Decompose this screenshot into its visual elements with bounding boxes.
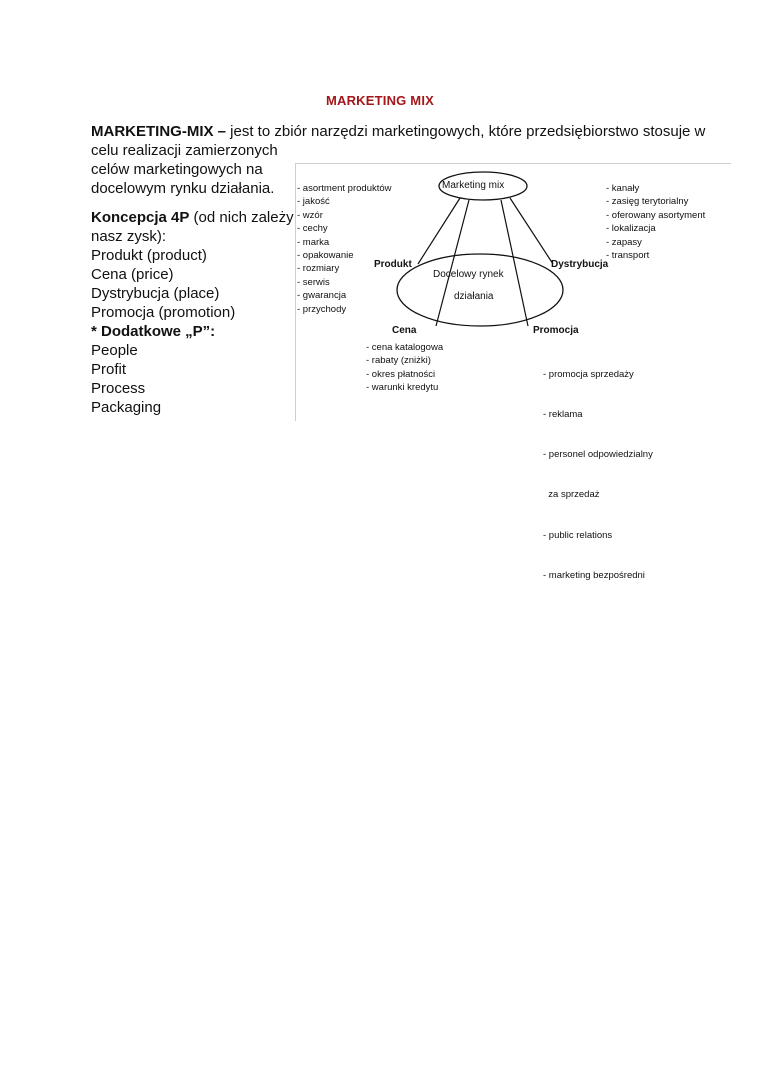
marketing-mix-label: Marketing mix <box>442 180 505 191</box>
produkt-list <box>297 182 392 316</box>
produkt-list-item: - jakość <box>297 196 330 208</box>
concept-item: Cena (price) <box>91 266 174 283</box>
line-to-produkt <box>418 198 460 264</box>
concept-heading-line <box>91 208 294 227</box>
concept-item: Promocja (promotion) <box>91 304 236 321</box>
produkt-list-item: - rozmiary <box>297 263 340 275</box>
dystrybucja-list-item: - kanały <box>606 183 640 194</box>
extra-p-heading: * Dodatkowe „P”: <box>91 323 216 340</box>
concept-item: Dystrybucja (place) <box>91 285 220 302</box>
dystrybucja-label: Dystrybucja <box>551 259 609 270</box>
dystrybucja-list-item: - transport <box>606 250 650 262</box>
concept-heading-note: (od nich zależy <box>189 209 294 226</box>
produkt-list-item: - marka <box>297 236 330 248</box>
intro-line-4: docelowym rynku działania. <box>91 180 275 197</box>
extra-p-item: Packaging <box>91 399 162 416</box>
marketing-mix-diagram <box>295 163 731 581</box>
produkt-label: Produkt <box>374 259 412 270</box>
intro-line-2: celu realizacji zamierzonych <box>91 142 278 159</box>
produkt-list-item: - cechy <box>297 223 328 235</box>
intro-definition: jest to zbiór narzędzi marketingowych, które przedsiębiorstwo stosuje w <box>226 123 706 140</box>
produkt-list-item: - serwis <box>297 276 330 288</box>
promocja-label: Promocja <box>533 325 579 336</box>
intro-line-3: celów marketingowych na <box>91 161 263 178</box>
target-market-label: Docelowy rynek <box>433 269 504 280</box>
dystrybucja-list-item: - zasięg terytorialny <box>606 196 689 208</box>
intro-line-1 <box>91 122 706 141</box>
dystrybucja-list <box>606 182 705 262</box>
cena-list-item: - okres płatności <box>366 368 436 380</box>
promocja-list-item: - marketing bezpośredni <box>543 569 645 581</box>
concept-4p-section <box>91 208 294 417</box>
produkt-list-item: - gwarancja <box>297 290 347 302</box>
extra-p-item: Process <box>91 380 146 397</box>
intro-term: MARKETING-MIX – <box>91 123 226 140</box>
extra-p-item: People <box>91 342 138 359</box>
cena-list-item: - cena katalogowa <box>366 342 444 353</box>
promocja-list-item: za sprzedaż <box>543 489 600 501</box>
cena-list-item: - rabaty (zniżki) <box>366 355 431 367</box>
produkt-list-item: - asortment produktów <box>297 183 392 194</box>
produkt-list-item: - przychody <box>297 303 347 315</box>
concept-heading: Koncepcja 4P <box>91 209 190 226</box>
promocja-list-item: - personel odpowiedzialny <box>543 449 653 461</box>
promocja-list <box>543 341 653 609</box>
promocja-list-item: - reklama <box>543 409 583 421</box>
extra-p-item: Profit <box>91 361 127 378</box>
promocja-list-item: - promocja sprzedaży <box>543 368 634 380</box>
page-title: MARKETING MIX <box>325 93 435 108</box>
concept-heading-line-2: nasz zysk): <box>91 228 167 245</box>
cena-list-item: - warunki kredytu <box>366 382 439 394</box>
concept-item: Produkt (product) <box>91 247 207 264</box>
promocja-list-item: - public relations <box>543 529 613 541</box>
dystrybucja-list-item: - zapasy <box>606 236 642 248</box>
produkt-list-item: - wzór <box>297 209 323 221</box>
line-to-dystrybucja <box>510 198 553 264</box>
cena-label: Cena <box>392 325 417 336</box>
produkt-list-item: - opakowanie <box>297 250 354 262</box>
dystrybucja-list-item: - lokalizacja <box>606 223 656 235</box>
cena-list <box>366 341 443 395</box>
target-market-label-2: działania <box>454 291 494 302</box>
dystrybucja-list-item: - oferowany asortyment <box>606 209 706 221</box>
line-to-cena <box>436 200 469 326</box>
